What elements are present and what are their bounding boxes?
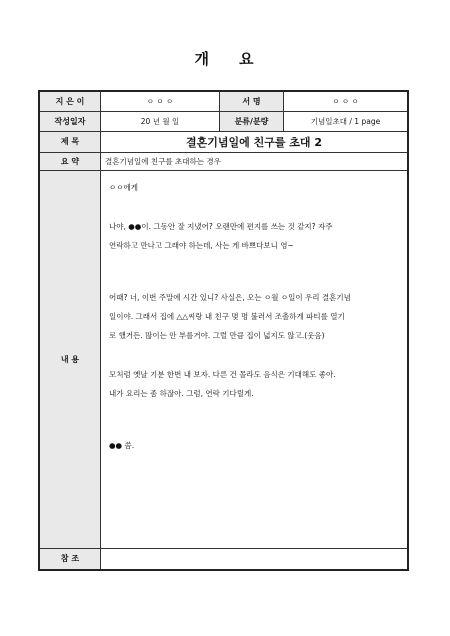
category-label: 분류/분량: [220, 111, 284, 131]
name-label: 서 명: [220, 91, 284, 111]
page-title-part2: 요: [239, 50, 256, 68]
summary-label: 요 약: [39, 152, 101, 170]
date-label: 작성일자: [39, 111, 101, 131]
date-value: 20 년 월 일: [101, 111, 220, 131]
subject-label: 제 목: [39, 131, 101, 152]
letter-signature: ●● 씀.: [109, 440, 135, 450]
letter-line: 나야, ●●이. 그동안 잘 지냈어? 오랜만에 편지를 쓰는 것 같지? 자주: [109, 221, 333, 231]
letter-line: 모처럼 옛날 기분 한번 내 보자. 다른 건 몰라도 음식은 기대해도 좋아.: [109, 369, 336, 379]
page-title-part1: 개: [194, 50, 211, 68]
page-title: [0, 48, 450, 69]
letter-line: 어때? 너, 이번 주말에 시간 있니? 사실은, 오는 ㅇ월 ㅇ일이 우리 결혼기념: [109, 292, 351, 302]
reference-label: 참 조: [39, 548, 101, 570]
author-label: 지 은 이: [39, 91, 101, 111]
letter-line: 내가 요리는 좀 하잖아. 그럼, 연락 기다릴게.: [109, 388, 254, 398]
letter-line: 로 했거든. 많이는 안 부를거야. 그럴 만큼 집이 넓지도 않고.(웃음): [109, 330, 325, 340]
category-value: 기념일초대 / 1 page: [284, 111, 409, 131]
summary-form-table: [38, 90, 409, 571]
subject-value: 결혼기념일에 친구를 초대 2: [101, 131, 409, 152]
content-label: 내 용: [39, 170, 101, 548]
author-value: ㅇ ㅇ ㅇ: [101, 91, 220, 111]
summary-value: 결혼기념일에 친구를 초대하는 경우: [101, 152, 409, 170]
letter-greeting: ㅇㅇ에게: [109, 182, 138, 192]
name-value: ㅇ ㅇ ㅇ: [284, 91, 409, 111]
letter-body: [101, 170, 409, 548]
reference-value: [101, 548, 409, 570]
letter-line: 연락하고 만나고 그래야 하는데, 사는 게 바쁘다보니 영~: [109, 240, 294, 250]
letter-line: 일이야. 그래서 집에 △△씨랑 내 친구 몇 명 불러서 조촐하게 파티를 열기: [109, 311, 345, 321]
